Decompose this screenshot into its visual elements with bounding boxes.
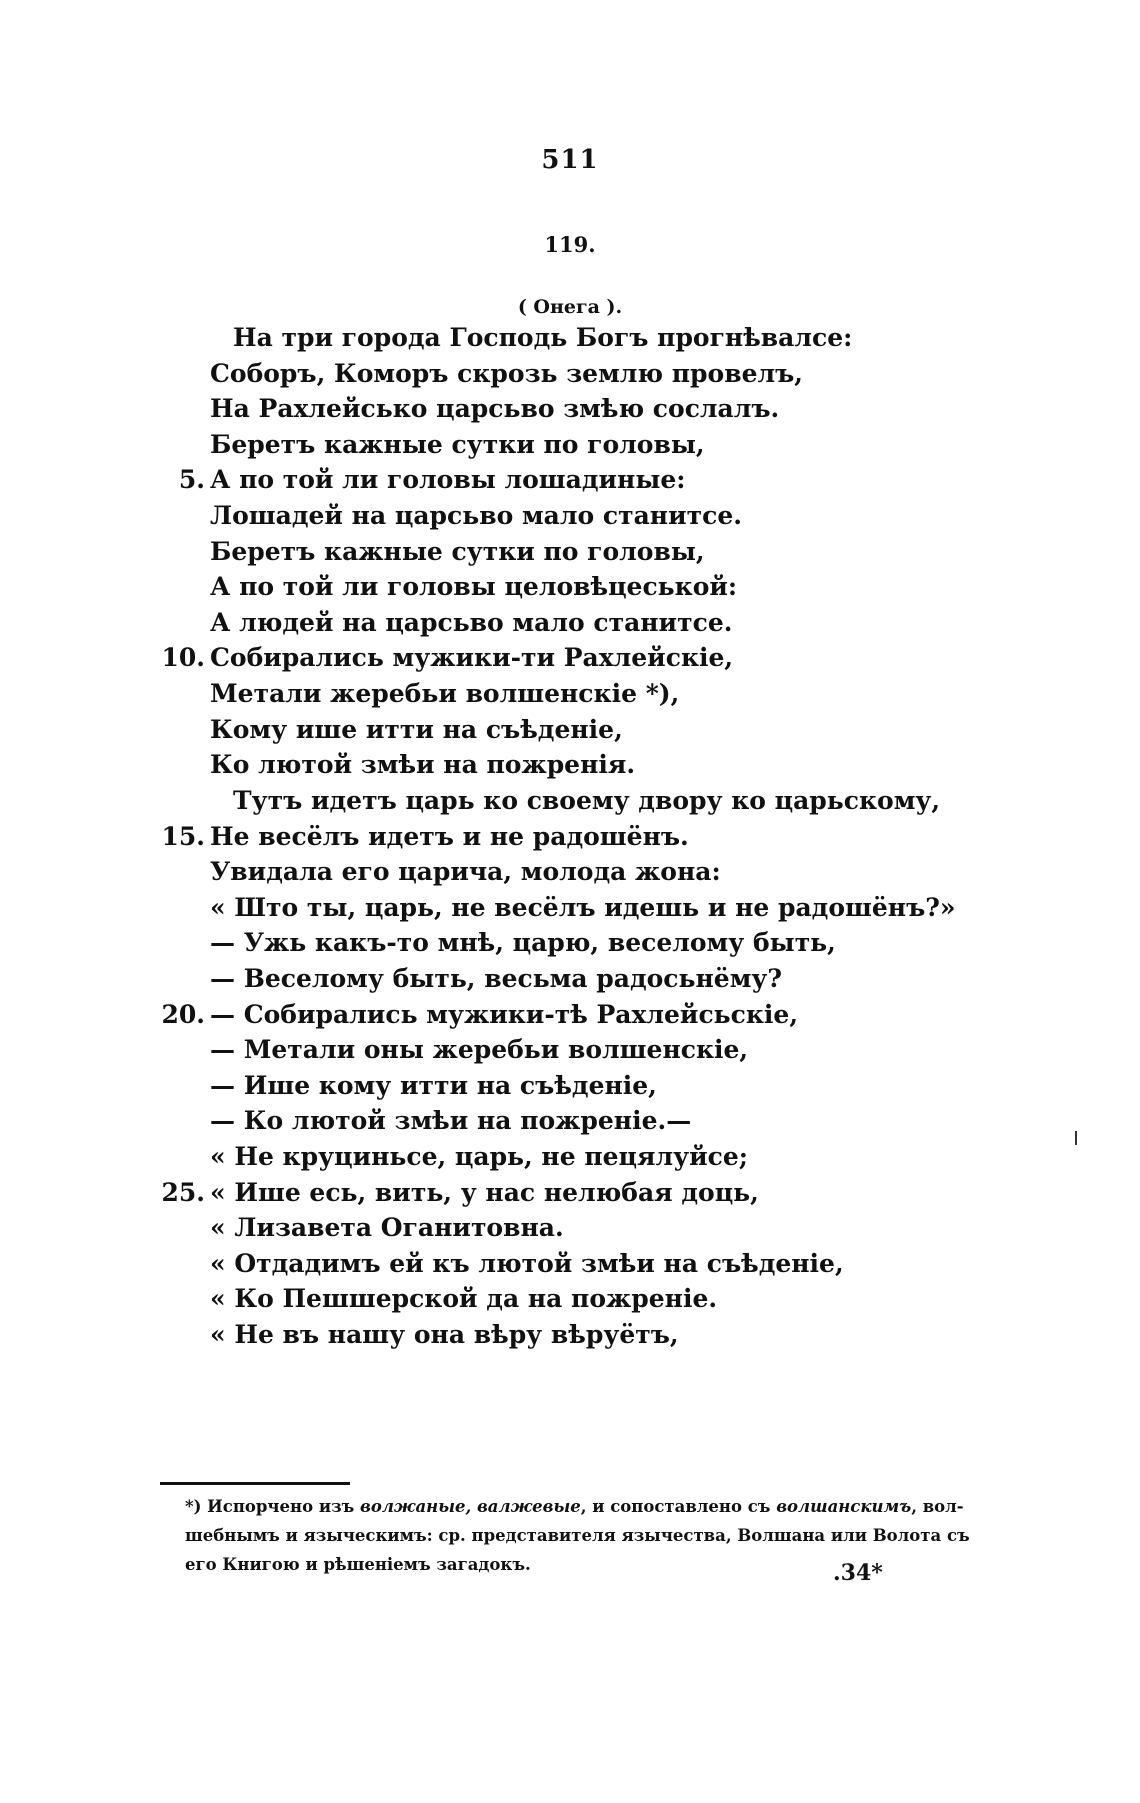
verse-line bbox=[0, 1103, 1140, 1139]
line-text: « Отдадимъ ей къ лютой змѣи на съѣденіе, bbox=[210, 1248, 844, 1278]
line-text: Метали жеребьи волшенскіе *), bbox=[210, 678, 680, 708]
line-text: — Ише кому итти на съѣденіе, bbox=[210, 1070, 657, 1100]
verse-line bbox=[0, 1068, 1140, 1104]
print-speck bbox=[1075, 1131, 1077, 1145]
line-text: — Собирались мужики-тѣ Рахлейсьскіе, bbox=[210, 999, 799, 1029]
line-text: « Ише есь, вить, у нас нелюбая доць, bbox=[210, 1177, 759, 1207]
verse-line bbox=[0, 1032, 1140, 1068]
verse-line bbox=[0, 427, 1140, 463]
place-heading: ( Онега ). bbox=[517, 296, 623, 318]
line-text: « Не въ нашу она вѣру вѣруётъ, bbox=[210, 1319, 679, 1349]
line-text: — Веселому быть, весьма радосьнёму? bbox=[210, 963, 783, 993]
line-text: А по той ли головы целовѣцеськой: bbox=[210, 572, 738, 602]
line-text: Беретъ кажные сутки по головы, bbox=[210, 536, 705, 566]
line-text: Ко лютой змѣи на пожренія. bbox=[210, 750, 636, 780]
verse-line bbox=[0, 569, 1140, 605]
verse-line bbox=[0, 747, 1140, 783]
verse-line bbox=[0, 534, 1140, 570]
verse-line bbox=[0, 391, 1140, 427]
line-text: Тутъ идетъ царь ко своему двору ко царьскому, bbox=[233, 786, 941, 815]
verse-line bbox=[0, 462, 1140, 498]
footnote-line-1: *) Испорчено изъ волжаные, валжевые, и сопоставлено съ волшанскимъ, вол- bbox=[185, 1497, 964, 1516]
verse-line bbox=[0, 1281, 1140, 1317]
verse-line bbox=[0, 890, 1140, 926]
line-number: 25. bbox=[161, 1177, 205, 1207]
footnote-line-2: шебнымъ и языческимъ: ср. представителя язычества, Волшана или Волота съ bbox=[185, 1526, 970, 1545]
verse-line bbox=[0, 498, 1140, 534]
line-text: Соборъ, Коморъ скрозь землю провелъ, bbox=[210, 358, 803, 388]
line-text: « Што ты, царь, не весёлъ идешь и не радошёнъ?» bbox=[210, 892, 956, 922]
verse-line bbox=[0, 961, 1140, 997]
line-text: Собирались мужики-ти Рахлейскіе, bbox=[210, 643, 734, 673]
line-number: 5. bbox=[178, 465, 205, 495]
verse-line bbox=[0, 1246, 1140, 1282]
line-text: — Ко лютой змѣи на пожреніе.— bbox=[210, 1106, 692, 1136]
line-text: « Не круциньсе, царь, не пецялуйсе; bbox=[210, 1141, 749, 1171]
verse-line bbox=[0, 356, 1140, 392]
line-text: А по той ли головы лошадиные: bbox=[210, 465, 686, 495]
verse-line bbox=[0, 854, 1140, 890]
line-number: 10. bbox=[161, 643, 205, 673]
verse-line bbox=[0, 1210, 1140, 1246]
line-text: На три города Господь Богъ прогнѣвалсе: bbox=[233, 323, 853, 352]
verse-line bbox=[0, 1175, 1140, 1211]
verse-line bbox=[0, 605, 1140, 641]
line-text: Не весёлъ идетъ и не радошёнъ. bbox=[210, 821, 689, 851]
line-text: Беретъ кажные сутки по головы, bbox=[210, 429, 705, 459]
line-number: 15. bbox=[161, 821, 205, 851]
song-number: 119. bbox=[544, 232, 596, 257]
line-text: « Лизавета Оганитовна. bbox=[210, 1213, 564, 1243]
line-text: А людей на царсьво мало станитсе. bbox=[210, 607, 733, 637]
verse-line bbox=[0, 676, 1140, 712]
footnote-rule bbox=[160, 1482, 350, 1485]
line-number: 20. bbox=[161, 999, 205, 1029]
verse-line bbox=[0, 1317, 1140, 1353]
verse-line bbox=[0, 997, 1140, 1033]
verse-line bbox=[0, 320, 1140, 356]
verse-line bbox=[0, 1139, 1140, 1175]
signature-mark: .34* bbox=[833, 1560, 883, 1586]
line-text: На Рахлейсько царсьво змѣю сослалъ. bbox=[210, 394, 780, 424]
verse-line bbox=[0, 640, 1140, 676]
verse-line bbox=[0, 819, 1140, 855]
stanza-1 bbox=[0, 320, 1140, 783]
line-text: « Ко Пешшерской да на пожреніе. bbox=[210, 1284, 718, 1314]
line-text: — Ужь какъ-то мнѣ, царю, веселому быть, bbox=[210, 928, 836, 958]
verse-line bbox=[0, 712, 1140, 748]
page-number: 511 bbox=[541, 145, 599, 175]
verse-line bbox=[0, 783, 1140, 819]
verse-line bbox=[0, 925, 1140, 961]
line-text: Увидала его царича, молода жона: bbox=[210, 857, 721, 887]
line-text: Лошадей на царсьво мало станитсе. bbox=[210, 500, 742, 530]
line-text: — Метали оны жеребьи волшенскіе, bbox=[210, 1035, 749, 1065]
stanza-2 bbox=[0, 783, 1140, 1353]
footnote-line-3: его Книгою и рѣшеніемъ загадокъ. bbox=[185, 1555, 531, 1574]
line-text: Кому ише итти на съѣденіе, bbox=[210, 714, 623, 744]
